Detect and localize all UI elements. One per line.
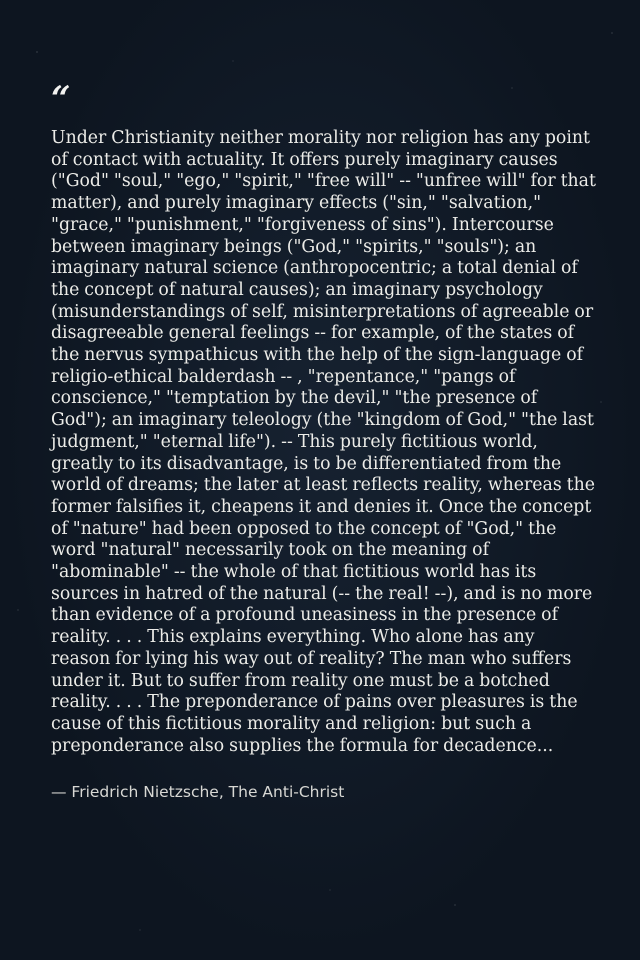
quote-mark-icon: “ <box>51 79 69 119</box>
quote-text: Under Christianity neither morality nor religion has any point of contact with actuality. It offers purely imaginary causes ("God" "soul," "ego," "spirit," "free will" -- "unfree will" for that matter), and purely imaginary effects ("sin," "salvation," "grace," "punishment," "forgiveness of sins"). Intercourse between imaginary beings ("God," "spirits," "souls"); an imaginary natural science (anthropocentric; a total denial of the concept of natural causes); an imaginary psychology (misunderstandings of self, misinterpretations of agreeable or disagreeable general feelings -- for example, of the states of the nervus sympathicus with the help of the sign-language of religio-ethical balderdash -- , "repentance," "pangs of conscience," "temptation by the devil," "the presence of God"); an imaginary teleology (the "kingdom of God," "the last judgment," "eternal life"). -- This purely fictitious world, greatly to its disadvantage, is to be differentiated from the world of dreams; the later at least reflects reality, whereas the former falsifies it, cheapens it and denies it. Once the concept of "nature" had been opposed to the concept of "God," the word "natural" necessarily took on the meaning of "abominable" -- the whole of that fictitious world has its sources in hatred of the natural (-- the real! --), and is no more than evidence of a profound uneasiness in the presence of reality. . . . This explains everything. Who alone has any reason for lying his way out of reality? The man who suffers under it. But to suffer from reality one must be a botched reality. . . . The preponderance of pains over pleasures is the cause of this fictitious morality and religion: but such a preponderance also supplies the formula for decadence... <box>51 128 596 756</box>
quote-card <box>51 79 596 802</box>
quote-attribution: — Friedrich Nietzsche, The Anti-Christ <box>51 783 345 802</box>
